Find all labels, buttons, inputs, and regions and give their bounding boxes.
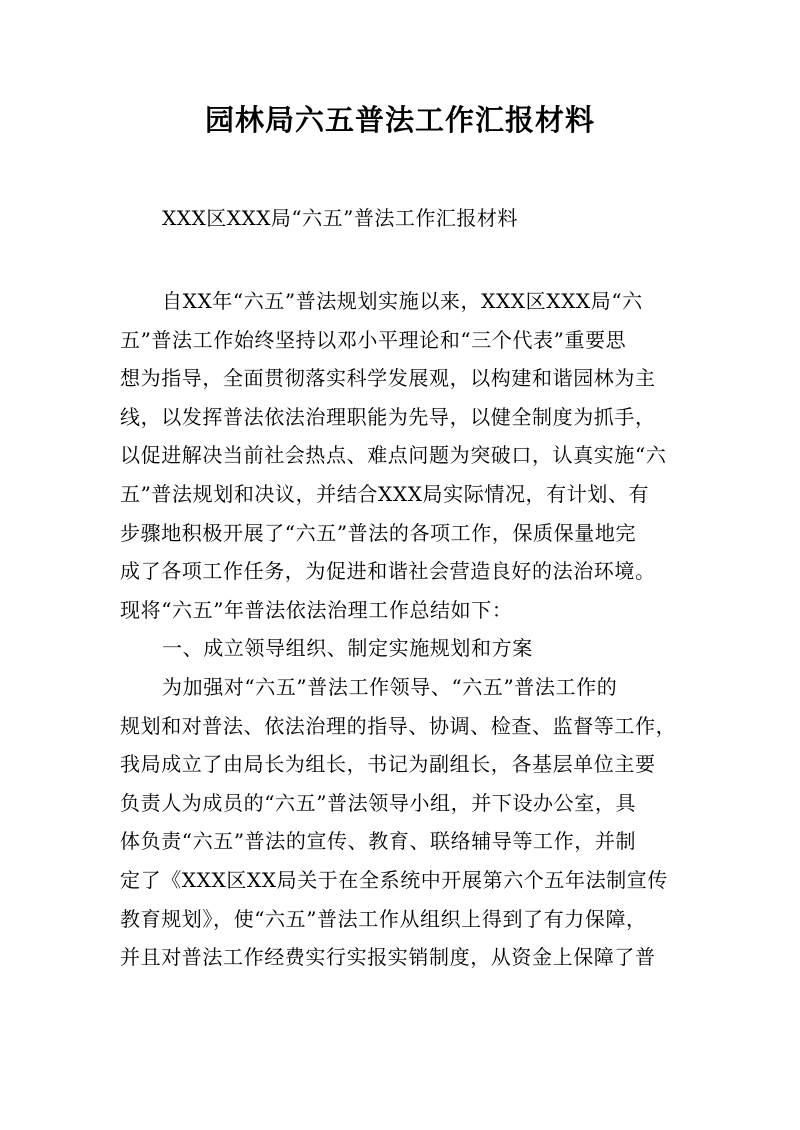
body-line: 负责人为成员的“六五”普法领导小组，并下设办公室，具 xyxy=(120,790,637,815)
body-line: 线，以发挥普法依法治理职能为先导，以健全制度为抓手， xyxy=(120,404,656,429)
body-line: 成了各项工作任务，为促进和谐社会营造良好的法治环境。 xyxy=(120,559,656,584)
page-title: 园林局六五普法工作汇报材料 xyxy=(204,103,595,137)
body-line: 想为指导，全面贯彻落实科学发展观，以构建和谐园林为主 xyxy=(120,366,656,391)
body-line: 定了《XXX区XX局关于在全系统中开展第六个五年法制宣传 xyxy=(120,867,668,892)
body-line: 我局成立了由局长为组长，书记为副组长，各基层单位主要 xyxy=(120,752,656,777)
body-line: 五”普法规划和决议，并结合XXX局实际情况，有计划、有 xyxy=(120,481,650,506)
document-body xyxy=(120,282,690,977)
body-line: 并且对普法工作经费实行实报实销制度，从资金上保障了普 xyxy=(120,945,656,970)
body-line: 体负责“六五”普法的宣传、教育、联络辅导等工作，并制 xyxy=(120,829,637,854)
body-line: 规划和对普法、依法治理的指导、协调、检查、监督等工作， xyxy=(120,713,677,738)
body-line: 现将“六五”年普法依法治理工作总结如下： xyxy=(120,597,513,622)
body-line: 步骤地积极开展了“六五”普法的各项工作，保质保量地完 xyxy=(120,520,637,545)
section-heading: 一、成立领导组织、制定实施规划和方案 xyxy=(162,636,533,661)
body-line: 自XX年“六五”普法规划实施以来，XXX区XXX局“六 xyxy=(162,289,643,313)
body-line: 以促进解决当前社会热点、难点问题为突破口，认真实施“六 xyxy=(120,443,667,468)
body-line: 为加强对“六五”普法工作领导、“六五”普法工作的 xyxy=(162,674,618,699)
body-line: 五”普法工作始终坚持以邓小平理论和“三个代表”重要思 xyxy=(120,327,627,352)
body-line: 教育规划》，使“六五”普法工作从组织上得到了有力保障， xyxy=(120,906,647,931)
document-subtitle: XXX区XXX局“六五”普法工作汇报材料 xyxy=(162,206,518,230)
